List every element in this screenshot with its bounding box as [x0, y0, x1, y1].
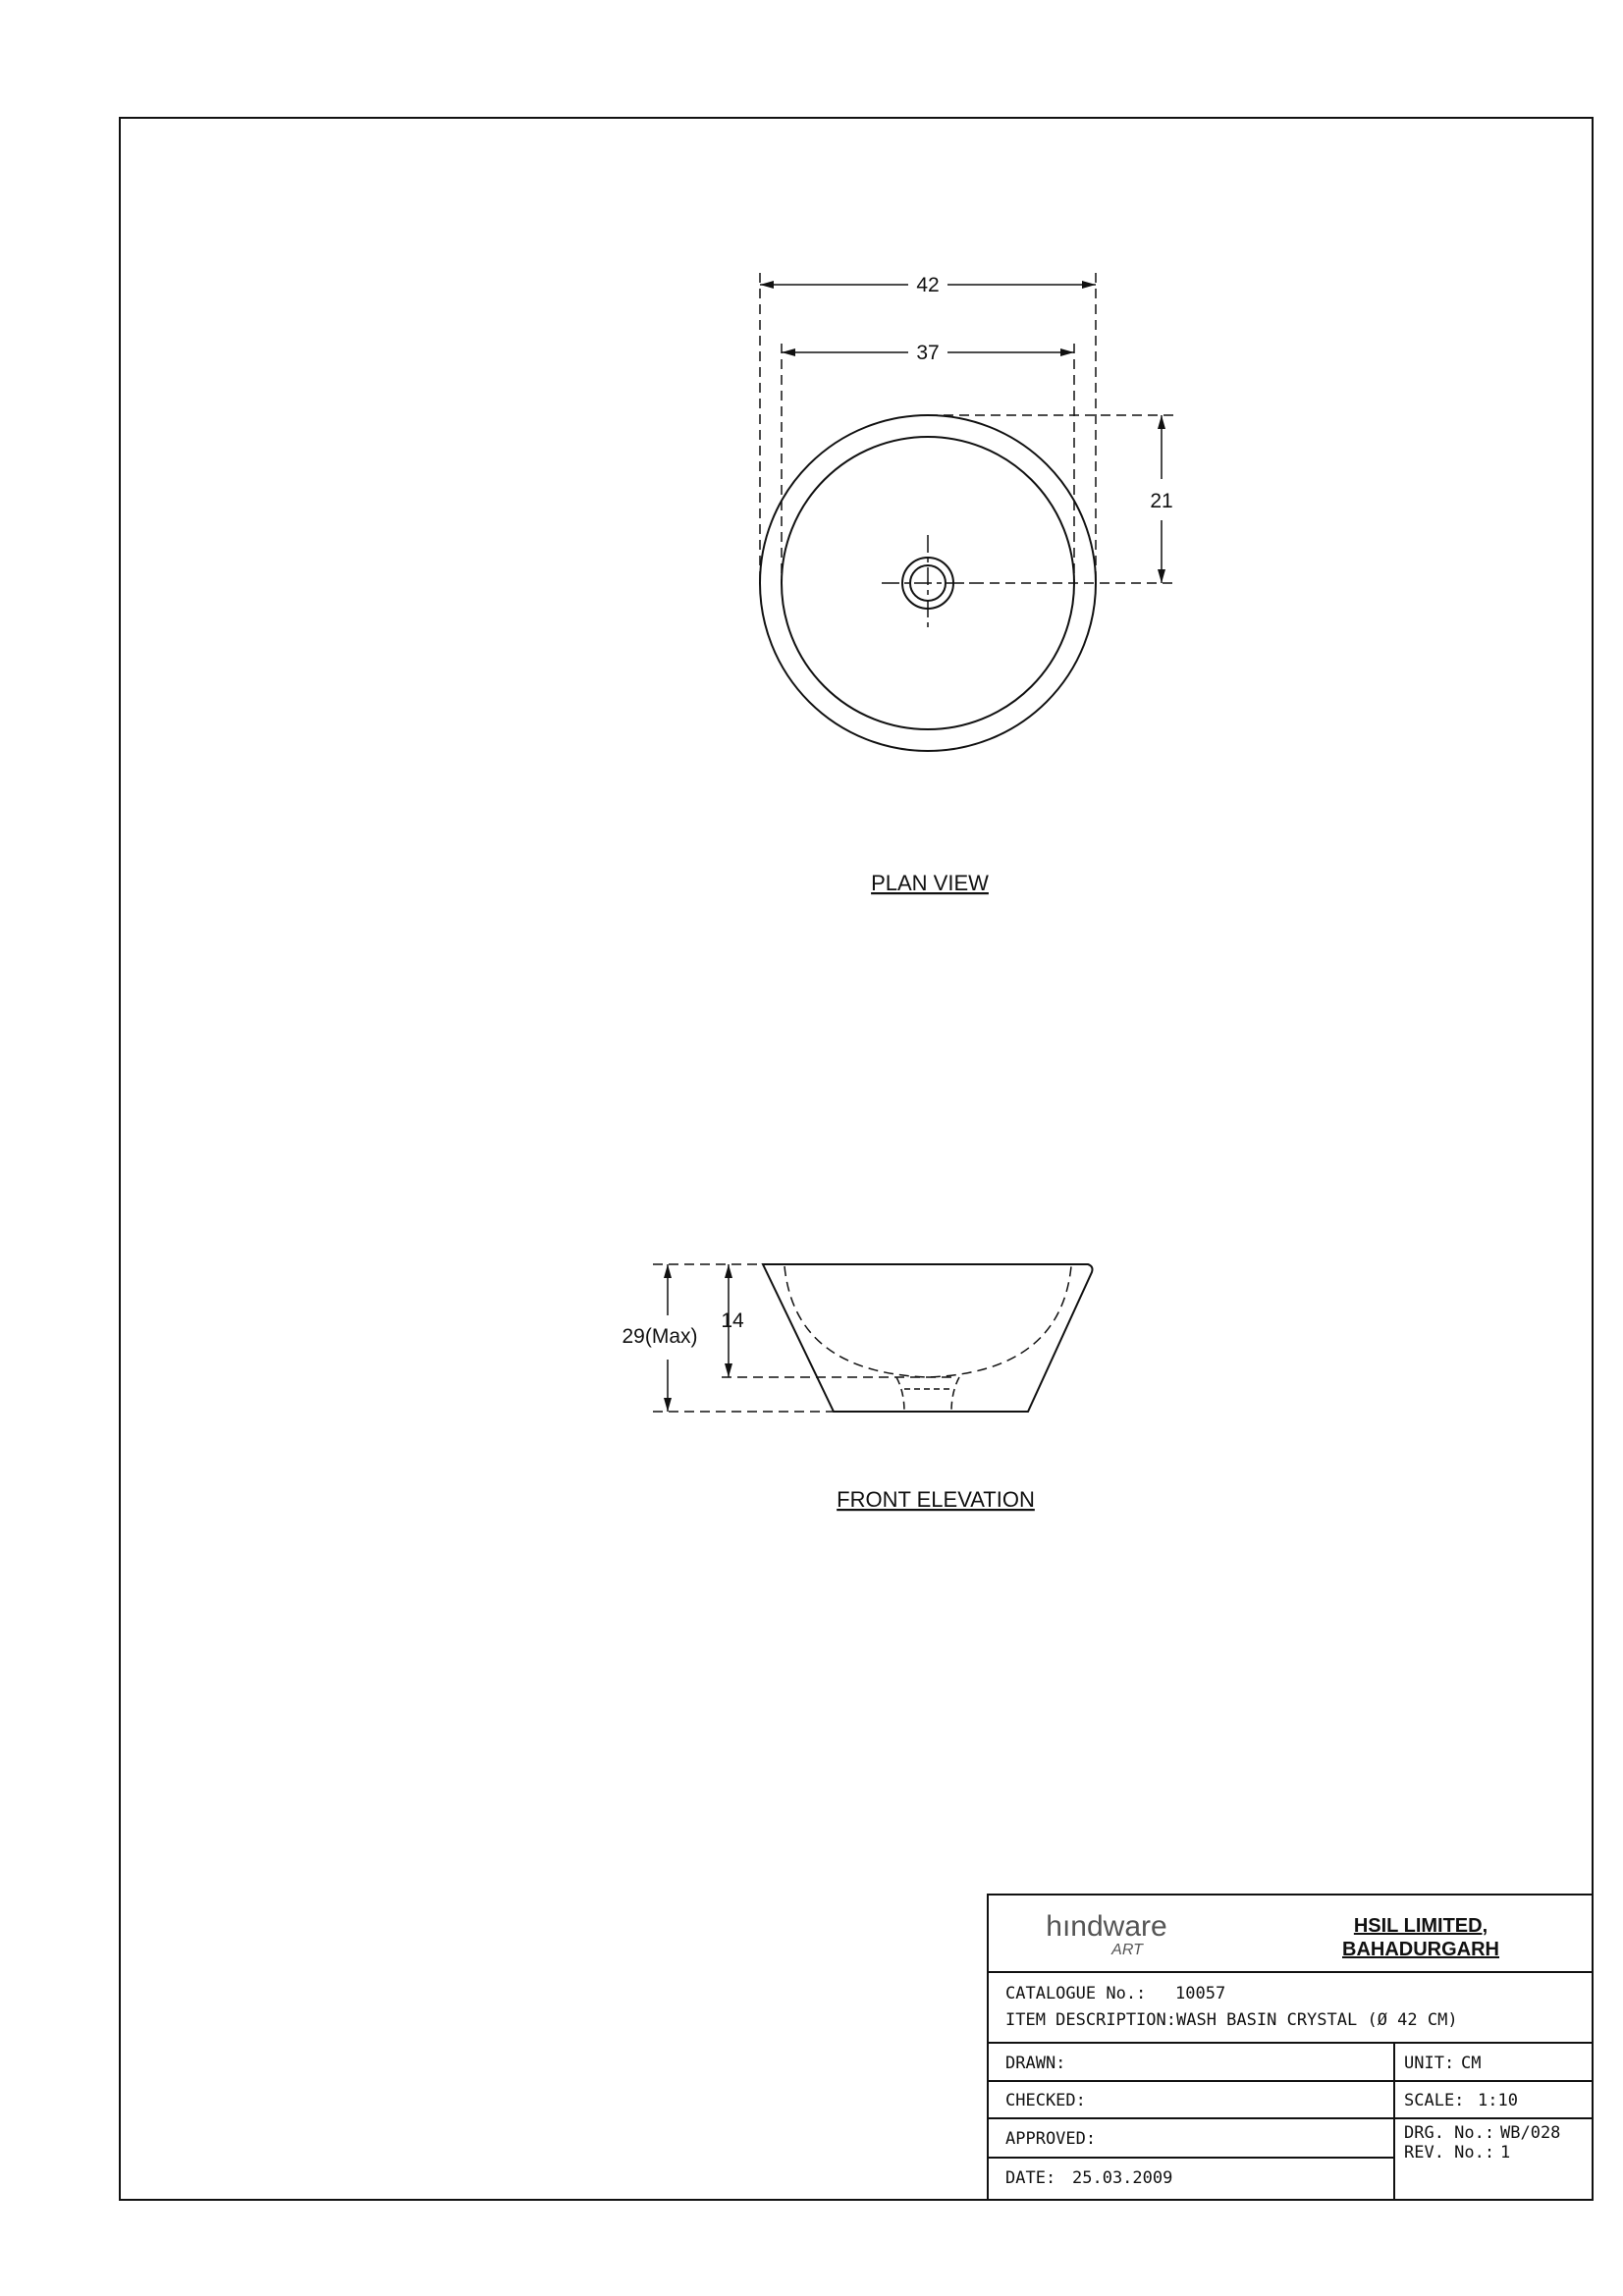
- date-value: 25.03.2009: [1072, 2168, 1173, 2188]
- drawing-border: [120, 118, 1593, 2200]
- scale-label: SCALE:: [1404, 2091, 1465, 2110]
- bowl-inner-hidden: [784, 1266, 1071, 1377]
- drg-no-label: DRG. No.:: [1404, 2123, 1495, 2143]
- front-elevation: [653, 1264, 1093, 1412]
- dim-label-29max: 29(Max): [622, 1325, 698, 1348]
- rev-no-label: REV. No.:: [1404, 2143, 1495, 2163]
- dim-label-14: 14: [721, 1309, 744, 1332]
- scale-value: 1:10: [1478, 2091, 1518, 2110]
- hindware-logo-sub: ART: [1111, 1942, 1143, 1958]
- unit-value: CM: [1461, 2054, 1482, 2073]
- catalogue-label: CATALOGUE No.:: [1005, 1984, 1147, 2003]
- dim-label-21: 21: [1150, 490, 1173, 512]
- drain-outlet-right: [951, 1377, 959, 1412]
- company-location: BAHADURGARH: [1342, 1939, 1499, 1960]
- drawn-label: DRAWN:: [1005, 2054, 1066, 2073]
- rev-no-value: 1: [1500, 2143, 1511, 2163]
- catalogue-value: 10057: [1175, 1984, 1226, 2003]
- approved-label: APPROVED:: [1005, 2129, 1097, 2149]
- checked-label: CHECKED:: [1005, 2091, 1086, 2110]
- unit-label: UNIT:: [1404, 2054, 1455, 2073]
- dim-label-37: 37: [916, 342, 940, 364]
- front-elevation-title: FRONT ELEVATION: [837, 1487, 1035, 1512]
- item-description-value: WASH BASIN CRYSTAL (Ø 42 CM): [1176, 2010, 1458, 2030]
- plan-view-title: PLAN VIEW: [871, 871, 989, 895]
- item-description-label: ITEM DESCRIPTION:: [1005, 2010, 1176, 2030]
- plan-view: [760, 273, 1178, 751]
- drain-outlet-left: [896, 1377, 904, 1412]
- date-label: DATE:: [1005, 2168, 1056, 2188]
- drg-no-value: WB/028: [1500, 2123, 1561, 2143]
- hindware-logo: hındware: [1046, 1910, 1167, 1943]
- dim-label-42: 42: [916, 274, 940, 296]
- company-name: HSIL LIMITED,: [1353, 1915, 1488, 1937]
